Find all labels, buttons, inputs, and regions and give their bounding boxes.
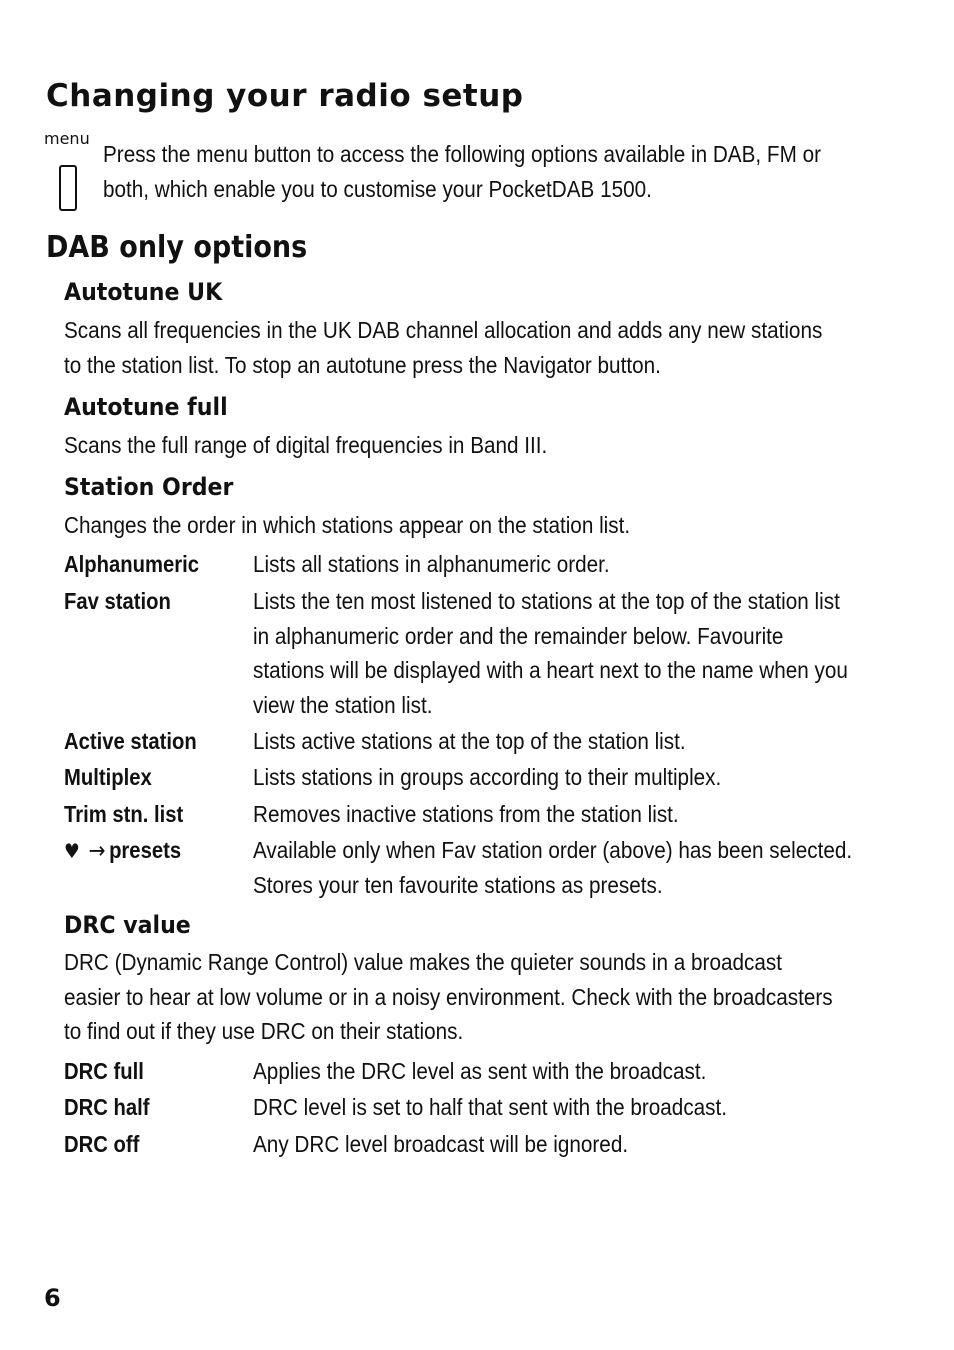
section-heading-dab-only: DAB only options — [46, 230, 308, 265]
subheading-station-order: Station Order — [64, 473, 234, 501]
autotune-uk-text: Scans all frequencies in the UK DAB channel allocation and adds any new stations to the station list. To stop an autotune press the Navigator button. — [64, 317, 823, 378]
option-desc-drc-off: Any DRC level broadcast will be ignored. — [253, 1131, 629, 1157]
menu-button-label: menu — [44, 129, 90, 148]
option-term-multiplex: Multiplex — [64, 764, 152, 790]
option-term-active-station: Active station — [64, 728, 197, 754]
option-term-drc-half: DRC half — [64, 1094, 150, 1120]
subheading-autotune-uk: Autotune UK — [64, 278, 223, 306]
subheading-drc-value: DRC value — [64, 911, 191, 939]
option-term-fav-station: Fav station — [64, 588, 171, 614]
subheading-autotune-full: Autotune full — [64, 393, 228, 421]
option-term-alphanumeric: Alphanumeric — [64, 551, 199, 577]
option-desc-alphanumeric: Lists all stations in alphanumeric order. — [253, 551, 610, 577]
option-desc-fav-station: Lists the ten most listened to stations at the top of the station list in alphanumeric order and the remainder below. Favourite stations will be displayed with a heart next to the name when you view the station list. — [253, 588, 848, 718]
menu-button-icon — [59, 165, 77, 211]
option-term-presets-label: presets — [109, 837, 182, 863]
option-desc-active-station: Lists active stations at the top of the station list. — [253, 728, 686, 754]
station-order-text: Changes the order in which stations appear on the station list. — [64, 512, 631, 538]
option-term-drc-full: DRC full — [64, 1058, 144, 1084]
drc-value-text: DRC (Dynamic Range Control) value makes the quieter sounds in a broadcast easier to hear at low volume or in a noisy environment. Check with the broadcasters to find out if they use DRC on their stations. — [64, 949, 833, 1044]
heart-icon: ♥ — [64, 839, 80, 863]
arrow-right-icon: → — [88, 838, 106, 864]
option-term-trim-station-list: Trim stn. list — [64, 801, 184, 827]
option-desc-drc-full: Applies the DRC level as sent with the broadcast. — [253, 1058, 707, 1084]
option-term-drc-off: DRC off — [64, 1131, 140, 1157]
option-desc-heart-presets: Available only when Fav station order (above) has been selected. Stores your ten favourite stations as presets. — [253, 837, 853, 898]
autotune-full-text: Scans the full range of digital frequencies in Band III. — [64, 432, 548, 458]
option-desc-trim-station-list: Removes inactive stations from the station list. — [253, 801, 679, 827]
intro-paragraph: Press the menu button to access the following options available in DAB, FM or both, which enable you to customise your PocketDAB 1500. — [103, 141, 821, 202]
page-title: Changing your radio setup — [46, 78, 524, 114]
option-desc-drc-half: DRC level is set to half that sent with the broadcast. — [253, 1094, 728, 1120]
option-desc-multiplex: Lists stations in groups according to their multiplex. — [253, 764, 722, 790]
option-term-heart-presets — [64, 833, 181, 869]
page-number: 6 — [44, 1284, 61, 1312]
